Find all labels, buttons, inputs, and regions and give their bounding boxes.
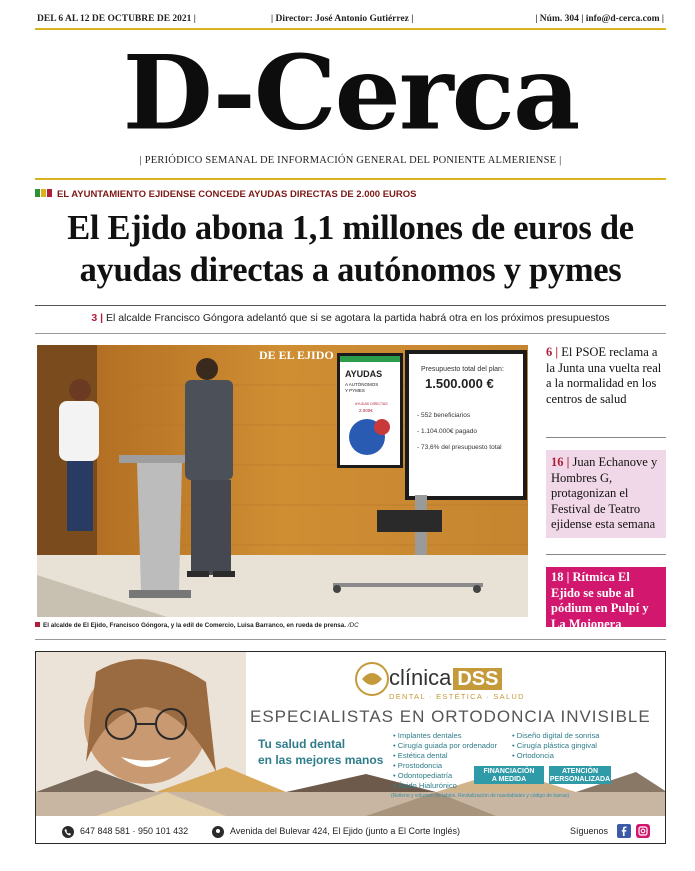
director-credit: | Director: José Antonio Gutiérrez |	[271, 14, 414, 24]
attention-badge: ATENCIÓN PERSONALIZADA	[549, 768, 611, 783]
service-item: • Ácido Hialurónico	[393, 781, 497, 791]
clinic-address: Avenida del Bulevar 424, El Ejido (junto a El Corte Inglés)	[230, 826, 460, 836]
ad-slogan: Tu salud dental en las mejores manos	[258, 737, 384, 767]
page-number: 18 |	[551, 570, 570, 584]
newspaper-logo: D-Cerca	[122, 32, 579, 153]
phone-numbers[interactable]: 647 848 581 · 950 101 432	[80, 826, 189, 836]
clinic-brand: clínica DSS DENTAL · ESTÉTICA · SALUD	[389, 665, 525, 701]
service-item: • Cirugía plástica gingival	[512, 741, 600, 751]
page-number: 6 |	[546, 345, 559, 359]
masthead-rule	[35, 178, 666, 180]
subhead-page-number: 3 |	[91, 312, 104, 324]
service-item: • Odontopediatría	[393, 771, 497, 781]
subhead-rule	[35, 333, 666, 334]
photo-credit: /DC	[346, 622, 359, 629]
masthead-tagline: | PERIÓDICO SEMANAL DE INFORMACIÓN GENERAL DEL PONIENTE ALMERIENSE |	[139, 155, 562, 166]
top-rule	[35, 28, 666, 30]
kicker-text: EL AYUNTAMIENTO EJIDENSE CONCEDE AYUDAS DIRECTAS DE 2.000 EUROS	[57, 189, 417, 201]
ad-headline: ESPECIALISTAS EN ORTODONCIA INVISIBLE	[250, 707, 651, 726]
svg-text:- 1.104.000€ pagado: - 1.104.000€ pagado	[417, 428, 477, 435]
service-item: • Implantes dentales	[393, 731, 497, 741]
flag-icon	[35, 189, 53, 200]
services-list-right	[512, 731, 600, 761]
svg-text:A AUTÓNOMOS: A AUTÓNOMOS	[345, 382, 379, 387]
svg-text:AYUDAS: AYUDAS	[345, 369, 383, 379]
phone-icon	[62, 826, 74, 840]
headline-rule	[35, 305, 666, 306]
svg-text:2.000€: 2.000€	[359, 408, 373, 413]
service-item: • Prostodoncia	[393, 761, 497, 771]
issue-date: DEL 6 AL 12 DE OCTUBRE DE 2021 |	[37, 14, 196, 24]
sidebar-divider	[546, 554, 666, 555]
svg-text:Y PYMES: Y PYMES	[345, 388, 365, 393]
lead-kicker	[35, 189, 666, 203]
press-conference-photo	[37, 345, 528, 617]
photo-caption	[35, 622, 530, 629]
subhead-text: El alcalde Francisco Góngora adelantó que si se agotara la partida habrá otra en los próximos presupuestos	[103, 312, 610, 324]
ad-rule	[35, 639, 666, 640]
clinic-advertisement[interactable]	[35, 651, 666, 844]
facebook-icon[interactable]	[617, 824, 631, 840]
lead-photo[interactable]	[37, 345, 528, 617]
caption-text: El alcalde de El Ejido, Francisco Góngora, y la edil de Comercio, Luisa Barranco, en rueda de prensa.	[43, 622, 347, 629]
svg-text:- 73,6% del presupuesto total: - 73,6% del presupuesto total	[417, 444, 502, 451]
financing-badge: FINANCIACIÓN A MEDIDA	[474, 766, 544, 784]
sidebar-item-ritmica[interactable]: 18 | Rítmica El Ejido se sube al pódium en Pulpí y La Mojonera	[546, 567, 666, 627]
sidebar-divider	[546, 437, 666, 438]
service-item: • Ortodoncia	[512, 751, 600, 761]
ad-note: (Relleno y volumen de labios. Revitalización de nasolabiales y código de barras)	[391, 793, 570, 799]
ad-contact-bar	[36, 816, 666, 844]
service-item: • Estética dental	[393, 751, 497, 761]
issue-number-email[interactable]: | Núm. 304 | info@d-cerca.com |	[535, 14, 664, 24]
follow-label: Síguenos	[570, 826, 609, 836]
lead-headline[interactable]: El Ejido abona 1,1 millones de euros de ayudas directas a autónomos y pymes	[67, 209, 634, 289]
svg-text:Presupuesto total del plan:: Presupuesto total del plan:	[421, 366, 504, 373]
service-item: • Diseño digital de sonrisa	[512, 731, 600, 741]
sidebar-item-festival[interactable]: 16 | Juan Echanove y Hombres G, protagonizan el Festival de Teatro ejidense esta semana	[546, 450, 666, 538]
svg-text:AYUDAS DIRECTAS: AYUDAS DIRECTAS	[355, 402, 388, 406]
wall-sign: DE EL EJIDO	[259, 348, 334, 362]
dateline-bar	[35, 12, 666, 28]
masthead	[35, 34, 666, 152]
svg-text:- 552 beneficiarios: - 552 beneficiarios	[417, 412, 471, 419]
service-item: • Cirugía guiada por ordenador	[393, 741, 497, 751]
svg-text:1.500.000 €: 1.500.000 €	[425, 376, 494, 391]
location-pin-icon	[212, 826, 224, 840]
sidebar-item-psoe[interactable]: 6 | El PSOE reclama a la Junta una vuelta real a la normalidad en los centros de salud	[546, 345, 662, 406]
page-number: 16 |	[551, 455, 570, 469]
lead-subhead	[35, 312, 666, 324]
instagram-icon[interactable]	[636, 824, 650, 840]
